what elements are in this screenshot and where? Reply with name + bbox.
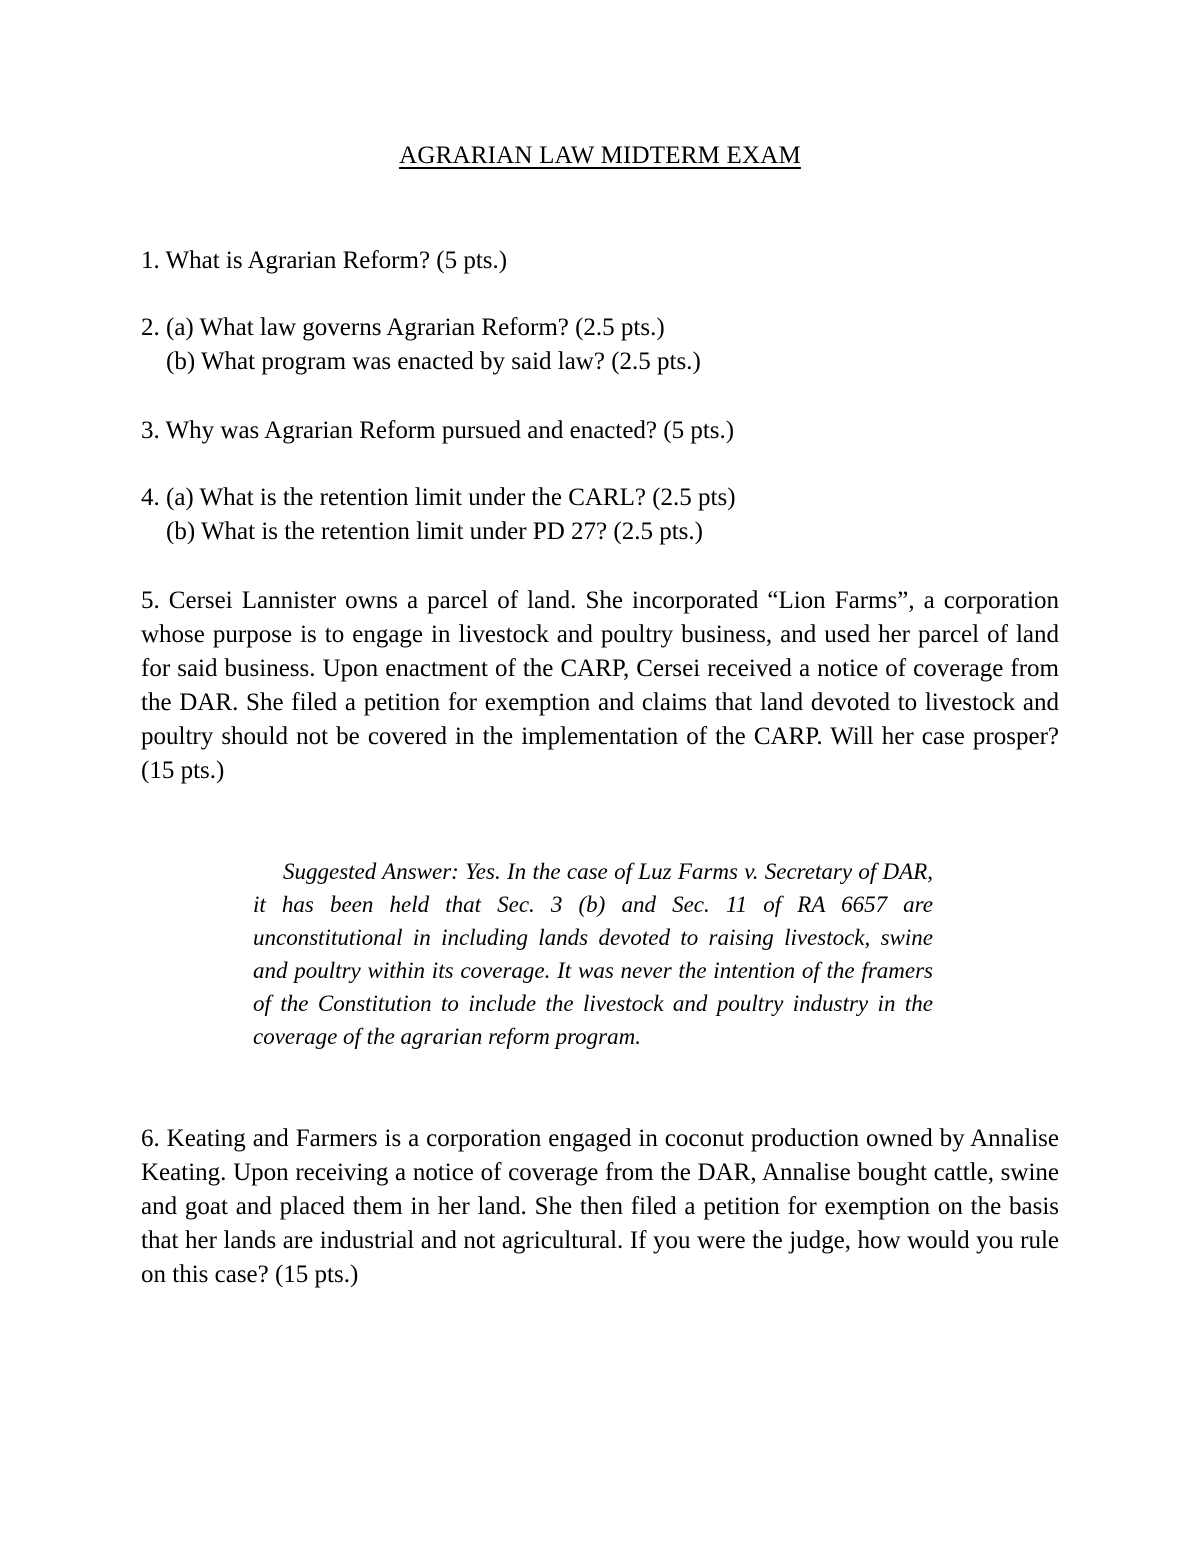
question-5 <box>141 584 1059 788</box>
question-3-text: 3. Why was Agrarian Reform pursued and enacted? (5 pts.) <box>141 417 735 444</box>
question-4b-text: (b) What is the retention limit under PD 27? (2.5 pts.) <box>166 518 703 545</box>
question-6 <box>141 1122 1059 1292</box>
suggested-answer: Suggested Answer: Yes. In the case of Luz Farms v. Secretary of DAR, it has been held that Sec. 3 (b) and Sec. 11 of RA 6657 are unconstitutional in including lands devoted to raising livestock, swine and poultry within its coverage. It was never the intention of the framers of the Constitution to include the livestock and poultry industry in the coverage of the agrarian reform program. <box>253 859 933 1049</box>
question-2a-text: 2. (a) What law governs Agrarian Reform? (2.5 pts.) <box>141 314 665 341</box>
question-1-text: 1. What is Agrarian Reform? (5 pts.) <box>141 247 508 274</box>
question-4 <box>141 481 1059 549</box>
question-6-text: 6. Keating and Farmers is a corporation engaged in coconut production owned by Annalise Keating. Upon receiving a notice of coverage from the DAR, Annalise bought cattle, swine and goat and placed them in her land. She then filed a petition for exemption on the basis that her lands are industrial and not agricultural. If you were the judge, how would you rule on this case? (15 pts.) <box>141 1125 1059 1288</box>
question-1 <box>141 244 1059 278</box>
question-2b-text: (b) What program was enacted by said law? (2.5 pts.) <box>166 348 701 375</box>
question-2 <box>141 311 1059 379</box>
page-title: AGRARIAN LAW MIDTERM EXAM <box>399 142 801 169</box>
question-3 <box>141 414 1059 448</box>
question-4a-text: 4. (a) What is the retention limit under the CARL? (2.5 pts) <box>141 484 736 511</box>
question-5-text: 5. Cersei Lannister owns a parcel of land. She incorporated “Lion Farms”, a corporation whose purpose is to engage in livestock and poultry business, and used her parcel of land for said business. Upon enactment of the CARP, Cersei received a notice of coverage from the DAR. She filed a petition for exemption and claims that land devoted to livestock and poultry should not be covered in the implementation of the CARP. Will her case prosper? (15 pts.) <box>141 587 1059 784</box>
